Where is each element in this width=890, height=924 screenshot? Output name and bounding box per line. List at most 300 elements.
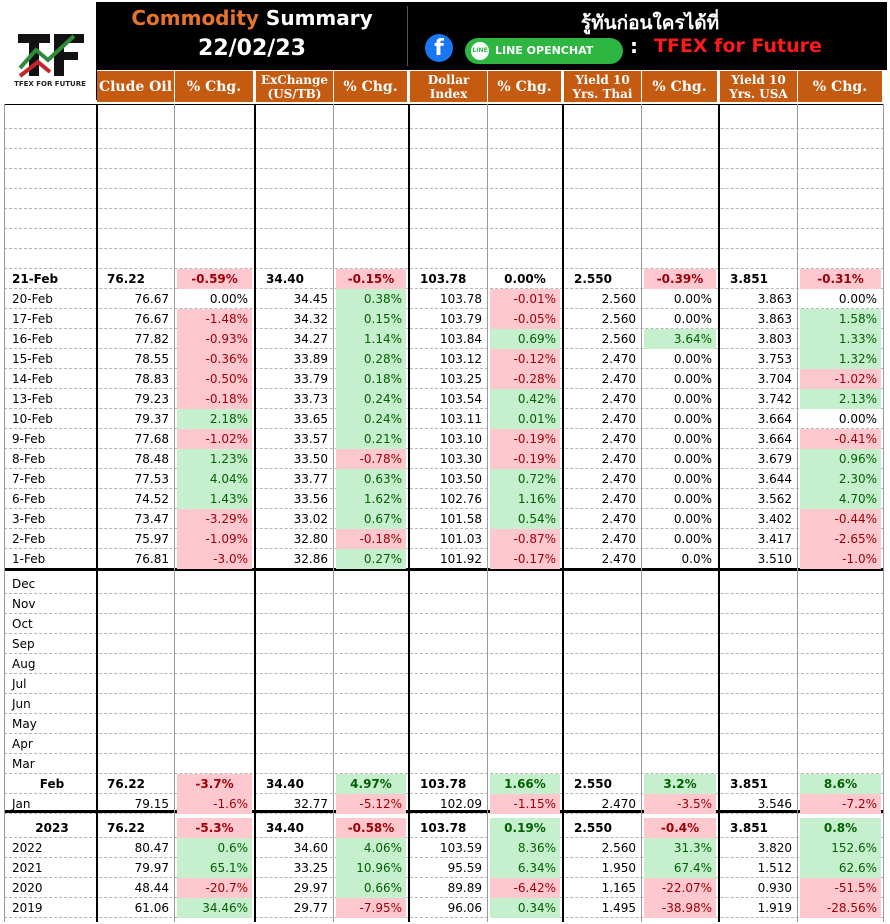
row-date: 2020: [12, 881, 43, 895]
yield-usa-cell: 3.753: [757, 352, 792, 366]
column-gridline: [333, 104, 334, 922]
column-gridline: [797, 104, 798, 922]
row-gridline: [4, 713, 884, 714]
column-gridline: [174, 104, 175, 922]
dollar-index-cell: 103.78: [420, 777, 467, 791]
exchange-chg-cell: 0.21%: [336, 429, 406, 449]
exchange-chg-cell: 0.38%: [336, 289, 406, 309]
dollar-index-chg-cell: 0.42%: [490, 389, 560, 409]
dollar-index-chg-cell: -0.19%: [490, 449, 560, 469]
dollar-index-chg-cell: -1.15%: [490, 794, 560, 814]
crude-oil-chg-cell: 34.46%: [177, 898, 252, 918]
yield-thai-cell: 1.165: [601, 881, 636, 895]
column-gridline: [487, 104, 488, 922]
crude-oil-chg-cell: 4.04%: [177, 469, 252, 489]
crude-oil-chg-cell: 0.6%: [177, 838, 252, 858]
row-date: 6-Feb: [12, 492, 46, 506]
dollar-index-chg-cell: 0.19%: [490, 818, 560, 838]
yield-thai-cell: 1.950: [601, 861, 636, 875]
yield-thai-cell: 2.560: [601, 841, 636, 855]
col-header-crude-oil: Clude Oil: [97, 71, 174, 102]
dollar-index-cell: 103.79: [440, 312, 482, 326]
row-date: Aug: [12, 657, 36, 671]
yield-thai-cell: 2.550: [574, 272, 612, 286]
col-header-yield-thai: Yield 10 Yrs. Thai: [564, 71, 641, 102]
yield-usa-cell: 3.820: [757, 841, 792, 855]
column-gridline: [254, 104, 256, 922]
dollar-index-cell: 101.58: [440, 512, 482, 526]
exchange-cell: 34.27: [293, 332, 328, 346]
crude-oil-chg-cell: -0.93%: [177, 329, 252, 349]
row-date: 21-Feb: [12, 272, 59, 286]
dollar-index-cell: 103.12: [440, 352, 482, 366]
dollar-index-cell: 103.78: [420, 821, 467, 835]
yield-usa-cell: 3.742: [757, 392, 792, 406]
row-date: 10-Feb: [12, 412, 53, 426]
facebook-icon[interactable]: f: [425, 34, 453, 62]
yield-usa-chg-cell: -0.31%: [800, 269, 881, 289]
yield-thai-chg-cell: 0.00%: [673, 412, 712, 426]
exchange-chg-cell: 0.15%: [336, 309, 406, 329]
row-date: 2-Feb: [12, 532, 46, 546]
yield-usa-chg-cell: -0.41%: [800, 429, 881, 449]
yield-usa-cell: 3.664: [757, 432, 792, 446]
exchange-chg-cell: -0.15%: [336, 269, 406, 289]
line-openchat-button[interactable]: [465, 38, 623, 64]
report-date: 22/02/23: [198, 36, 306, 61]
row-date: 14-Feb: [12, 372, 53, 386]
yield-usa-cell: 0.930: [757, 881, 792, 895]
row-date: 16-Feb: [12, 332, 53, 346]
dollar-index-cell: 103.84: [440, 332, 482, 346]
dollar-index-cell: 96.06: [447, 901, 482, 915]
crude-oil-cell: 79.15: [134, 797, 169, 811]
row-date: 7-Feb: [12, 472, 46, 486]
dollar-index-chg-cell: -0.12%: [490, 349, 560, 369]
title-word: Summary: [265, 6, 373, 30]
exchange-cell: 33.50: [293, 452, 328, 466]
row-gridline: [4, 104, 884, 105]
column-gridline: [408, 104, 410, 922]
yield-thai-chg-cell: 3.2%: [644, 774, 716, 794]
dollar-index-chg-cell: 6.34%: [490, 858, 560, 878]
yield-usa-chg-cell: 1.32%: [800, 349, 881, 369]
yield-thai-chg-cell: 0.00%: [673, 492, 712, 506]
dollar-index-chg-cell: -6.42%: [490, 878, 560, 898]
yield-thai-cell: 2.470: [601, 492, 636, 506]
column-gridline: [96, 104, 98, 922]
row-date: 2022: [12, 841, 43, 855]
yield-usa-cell: 3.863: [757, 312, 792, 326]
dollar-index-chg-cell: 0.34%: [490, 898, 560, 918]
crude-oil-chg-cell: 2.18%: [177, 409, 252, 429]
col-header-yield-usa: Yield 10 Yrs. USA: [720, 71, 797, 102]
row-date: 8-Feb: [12, 452, 46, 466]
yield-usa-chg-cell: -2.65%: [800, 529, 881, 549]
crude-oil-chg-cell: -5.3%: [177, 818, 252, 838]
col-header-yield-thai-chg: % Chg.: [642, 71, 717, 102]
exchange-chg-cell: -0.18%: [336, 529, 406, 549]
yield-usa-chg-cell: -1.0%: [800, 549, 881, 569]
exchange-cell: 34.40: [266, 272, 304, 286]
crude-oil-chg-cell: -3.29%: [177, 509, 252, 529]
exchange-chg-cell: 0.67%: [336, 509, 406, 529]
dollar-index-chg-cell: 0.00%: [504, 272, 546, 286]
crude-oil-cell: 74.52: [134, 492, 169, 506]
col-header-yield-usa-chg: % Chg.: [798, 71, 882, 102]
tf-logo-icon: [16, 32, 88, 80]
row-gridline: [4, 693, 884, 694]
header-divider: [407, 6, 408, 66]
yield-thai-chg-cell: 0.00%: [673, 452, 712, 466]
crude-oil-chg-cell: -20.7%: [177, 878, 252, 898]
row-date: Mar: [12, 757, 35, 771]
exchange-cell: 29.77: [293, 901, 328, 915]
dollar-index-chg-cell: 0.69%: [490, 329, 560, 349]
yield-thai-cell: 2.470: [601, 412, 636, 426]
col-header-crude-oil-chg: % Chg.: [175, 71, 253, 102]
row-date: Jul: [12, 677, 27, 691]
exchange-cell: 32.86: [293, 552, 328, 566]
exchange-chg-cell: -7.95%: [336, 898, 406, 918]
dollar-index-chg-cell: 0.54%: [490, 509, 560, 529]
crude-oil-chg-cell: -1.48%: [177, 309, 252, 329]
crude-oil-cell: 78.48: [134, 452, 169, 466]
crude-oil-cell: 79.23: [134, 392, 169, 406]
exchange-cell: 33.79: [293, 372, 328, 386]
yield-thai-cell: 2.550: [574, 821, 612, 835]
column-gridline: [562, 104, 564, 922]
yield-thai-chg-cell: 0.0%: [681, 552, 712, 566]
yield-usa-cell: 3.851: [730, 777, 768, 791]
exchange-cell: 29.97: [293, 881, 328, 895]
row-date: 1-Feb: [12, 552, 46, 566]
yield-thai-cell: 2.470: [601, 512, 636, 526]
logo: [4, 2, 97, 100]
row-date: 2023: [35, 821, 69, 835]
dollar-index-cell: 103.25: [440, 372, 482, 386]
dollar-index-chg-cell: 8.36%: [490, 838, 560, 858]
crude-oil-chg-cell: -3.7%: [177, 774, 252, 794]
col-header-dollar-index-chg: % Chg.: [488, 71, 561, 102]
exchange-cell: 33.02: [293, 512, 328, 526]
yield-usa-cell: 3.644: [757, 472, 792, 486]
col-header-dollar-index: Dollar Index: [410, 71, 487, 102]
dollar-index-chg-cell: 0.01%: [490, 409, 560, 429]
yield-usa-chg-cell: 0.96%: [800, 449, 881, 469]
dollar-index-cell: 103.54: [440, 392, 482, 406]
line-openchat-label: LINE OPENCHAT: [495, 44, 594, 57]
exchange-chg-cell: 0.66%: [336, 878, 406, 898]
crude-oil-chg-cell: -0.18%: [177, 389, 252, 409]
crude-oil-chg-cell: -1.02%: [177, 429, 252, 449]
dollar-index-cell: 101.92: [440, 552, 482, 566]
col-header-exchange: ExChange (US/TB): [256, 71, 333, 102]
crude-oil-chg-cell: -0.36%: [177, 349, 252, 369]
dollar-index-chg-cell: -0.28%: [490, 369, 560, 389]
exchange-cell: 34.32: [293, 312, 328, 326]
yield-thai-cell: 2.470: [601, 372, 636, 386]
row-date: 20-Feb: [12, 292, 53, 306]
dollar-index-chg-cell: -0.19%: [490, 429, 560, 449]
dollar-index-cell: 103.30: [440, 452, 482, 466]
yield-thai-chg-cell: 0.00%: [673, 532, 712, 546]
crude-oil-chg-cell: -1.09%: [177, 529, 252, 549]
dollar-index-cell: 103.59: [440, 841, 482, 855]
col-header-exchange-chg: % Chg.: [334, 71, 407, 102]
dollar-index-chg-cell: -0.87%: [490, 529, 560, 549]
row-date: Feb: [39, 777, 65, 791]
crude-oil-cell: 77.68: [134, 432, 169, 446]
crude-oil-chg-cell: 65.1%: [177, 858, 252, 878]
exchange-chg-cell: 10.96%: [336, 858, 406, 878]
group-name: TFEX for Future: [654, 35, 822, 57]
exchange-chg-cell: -0.78%: [336, 449, 406, 469]
yield-thai-chg-cell: -0.39%: [644, 269, 716, 289]
yield-usa-chg-cell: 0.8%: [800, 818, 881, 838]
yield-usa-cell: 3.402: [757, 512, 792, 526]
dollar-index-cell: 103.78: [420, 272, 467, 286]
row-gridline: [4, 148, 884, 149]
crude-oil-chg-cell: 0.00%: [209, 292, 248, 306]
yield-thai-chg-cell: 3.64%: [644, 329, 716, 349]
yield-usa-chg-cell: 2.30%: [800, 469, 881, 489]
dollar-index-cell: 103.78: [440, 292, 482, 306]
exchange-cell: 33.77: [293, 472, 328, 486]
crude-oil-cell: 73.47: [134, 512, 169, 526]
title-accent-word: Commodity: [131, 6, 259, 30]
yield-thai-chg-cell: 0.00%: [673, 512, 712, 526]
yield-usa-cell: 3.851: [730, 272, 768, 286]
row-date: 13-Feb: [12, 392, 53, 406]
dollar-index-chg-cell: -0.17%: [490, 549, 560, 569]
exchange-chg-cell: -5.12%: [336, 794, 406, 814]
row-gridline: [4, 248, 884, 249]
yield-usa-chg-cell: -28.56%: [800, 898, 881, 918]
crude-oil-cell: 76.67: [134, 292, 169, 306]
crude-oil-cell: 76.22: [107, 777, 145, 791]
crude-oil-cell: 78.83: [134, 372, 169, 386]
yield-thai-cell: 2.550: [574, 777, 612, 791]
exchange-cell: 34.45: [293, 292, 328, 306]
row-date: Jun: [12, 697, 31, 711]
dollar-index-cell: 103.10: [440, 432, 482, 446]
dollar-index-chg-cell: 0.72%: [490, 469, 560, 489]
yield-thai-chg-cell: 0.00%: [673, 292, 712, 306]
yield-usa-chg-cell: -7.2%: [800, 794, 881, 814]
yield-thai-chg-cell: 0.00%: [673, 392, 712, 406]
yield-usa-chg-cell: 8.6%: [800, 774, 881, 794]
yield-thai-cell: 2.560: [601, 312, 636, 326]
row-gridline: [4, 128, 884, 129]
crude-oil-cell: 80.47: [134, 841, 169, 855]
yield-usa-cell: 3.664: [757, 412, 792, 426]
exchange-chg-cell: -0.58%: [336, 818, 406, 838]
dollar-index-chg-cell: 1.16%: [490, 489, 560, 509]
exchange-cell: 34.40: [266, 821, 304, 835]
yield-thai-cell: 2.470: [601, 472, 636, 486]
separator-colon: :: [630, 34, 638, 58]
crude-oil-cell: 78.55: [134, 352, 169, 366]
yield-usa-chg-cell: 1.33%: [800, 329, 881, 349]
row-date: 2019: [12, 901, 43, 915]
crude-oil-cell: 76.22: [107, 821, 145, 835]
yield-usa-chg-cell: 152.6%: [800, 838, 881, 858]
row-date: May: [12, 717, 37, 731]
crude-oil-cell: 48.44: [134, 881, 169, 895]
yield-usa-chg-cell: 4.70%: [800, 489, 881, 509]
yield-usa-cell: 3.417: [757, 532, 792, 546]
yield-thai-chg-cell: -38.98%: [644, 898, 716, 918]
yield-usa-cell: 3.704: [757, 372, 792, 386]
yield-usa-cell: 3.510: [757, 552, 792, 566]
yield-thai-chg-cell: 0.00%: [673, 432, 712, 446]
row-gridline: [4, 228, 884, 229]
dollar-index-cell: 101.03: [440, 532, 482, 546]
row-date: Dec: [12, 577, 36, 591]
row-gridline: [4, 733, 884, 734]
crude-oil-cell: 79.97: [134, 861, 169, 875]
crude-oil-chg-cell: -1.6%: [177, 794, 252, 814]
exchange-cell: 34.40: [266, 777, 304, 791]
exchange-chg-cell: 0.27%: [336, 549, 406, 569]
yield-usa-chg-cell: 0.00%: [838, 412, 877, 426]
row-gridline: [4, 188, 884, 189]
yield-usa-chg-cell: 2.13%: [800, 389, 881, 409]
crude-oil-cell: 77.82: [134, 332, 169, 346]
dollar-index-cell: 95.59: [447, 861, 482, 875]
yield-usa-cell: 1.512: [757, 861, 792, 875]
row-date: 17-Feb: [12, 312, 53, 326]
exchange-cell: 32.77: [293, 797, 328, 811]
crude-oil-chg-cell: -0.59%: [177, 269, 252, 289]
yield-thai-chg-cell: 0.00%: [673, 372, 712, 386]
row-gridline: [4, 653, 884, 654]
yield-usa-chg-cell: 1.58%: [800, 309, 881, 329]
logo-caption: TFEX FOR FUTURE: [14, 80, 86, 88]
row-date: Apr: [12, 737, 33, 751]
yield-thai-cell: 2.470: [601, 452, 636, 466]
yield-thai-cell: 2.470: [601, 797, 636, 811]
dollar-index-chg-cell: -0.05%: [490, 309, 560, 329]
exchange-cell: 33.25: [293, 861, 328, 875]
yield-thai-chg-cell: -3.5%: [644, 794, 716, 814]
row-date: 9-Feb: [12, 432, 46, 446]
exchange-chg-cell: 4.06%: [336, 838, 406, 858]
row-gridline: [4, 168, 884, 169]
crude-oil-chg-cell: 1.43%: [177, 489, 252, 509]
slogan: รู้ทันก่อนใครได้ที่: [580, 12, 720, 34]
line-icon: LINE: [471, 42, 489, 60]
yield-usa-cell: 3.863: [757, 292, 792, 306]
yield-usa-chg-cell: -0.44%: [800, 509, 881, 529]
yield-usa-chg-cell: 62.6%: [800, 858, 881, 878]
yield-usa-cell: 3.546: [757, 797, 792, 811]
dollar-index-cell: 103.50: [440, 472, 482, 486]
row-date: Sep: [12, 637, 35, 651]
row-date: Oct: [12, 617, 33, 631]
exchange-chg-cell: 1.14%: [336, 329, 406, 349]
exchange-cell: 33.89: [293, 352, 328, 366]
row-gridline: [4, 753, 884, 754]
yield-thai-chg-cell: 31.3%: [644, 838, 716, 858]
yield-thai-cell: 2.470: [601, 392, 636, 406]
exchange-chg-cell: 0.24%: [336, 389, 406, 409]
yield-usa-cell: 1.919: [757, 901, 792, 915]
row-date: Nov: [12, 597, 36, 611]
exchange-cell: 33.56: [293, 492, 328, 506]
row-date: 2021: [12, 861, 43, 875]
yield-thai-cell: 1.495: [601, 901, 636, 915]
yield-thai-cell: 2.560: [601, 332, 636, 346]
exchange-chg-cell: 0.63%: [336, 469, 406, 489]
yield-thai-cell: 2.470: [601, 352, 636, 366]
crude-oil-cell: 75.97: [134, 532, 169, 546]
row-gridline: [4, 613, 884, 614]
yield-usa-chg-cell: -1.02%: [800, 369, 881, 389]
dollar-index-cell: 103.11: [440, 412, 482, 426]
yield-usa-cell: 3.803: [757, 332, 792, 346]
yield-thai-chg-cell: 0.00%: [673, 472, 712, 486]
exchange-cell: 33.65: [293, 412, 328, 426]
crude-oil-chg-cell: -3.0%: [177, 549, 252, 569]
exchange-cell: 33.73: [293, 392, 328, 406]
yield-thai-chg-cell: -0.4%: [644, 818, 716, 838]
exchange-chg-cell: 0.28%: [336, 349, 406, 369]
yield-thai-chg-cell: 0.00%: [673, 352, 712, 366]
exchange-chg-cell: 0.18%: [336, 369, 406, 389]
exchange-cell: 34.60: [293, 841, 328, 855]
crude-oil-cell: 77.53: [134, 472, 169, 486]
exchange-chg-cell: 4.97%: [336, 774, 406, 794]
dollar-index-cell: 102.09: [440, 797, 482, 811]
dollar-index-chg-cell: -0.01%: [490, 289, 560, 309]
column-gridline: [883, 104, 884, 922]
yield-usa-chg-cell: -51.5%: [800, 878, 881, 898]
yield-usa-cell: 3.679: [757, 452, 792, 466]
yield-thai-chg-cell: -22.07%: [644, 878, 716, 898]
crude-oil-cell: 79.37: [134, 412, 169, 426]
crude-oil-cell: 76.22: [107, 272, 145, 286]
yield-thai-chg-cell: 67.4%: [644, 858, 716, 878]
yield-usa-cell: 3.562: [757, 492, 792, 506]
row-date: 15-Feb: [12, 352, 53, 366]
crude-oil-cell: 76.67: [134, 312, 169, 326]
exchange-cell: 33.57: [293, 432, 328, 446]
column-gridline: [641, 104, 642, 922]
crude-oil-cell: 61.06: [134, 901, 169, 915]
row-gridline: [4, 208, 884, 209]
dollar-index-chg-cell: 1.66%: [490, 774, 560, 794]
yield-thai-cell: 2.470: [601, 532, 636, 546]
exchange-chg-cell: 1.62%: [336, 489, 406, 509]
yield-thai-cell: 2.560: [601, 292, 636, 306]
dollar-index-cell: 102.76: [440, 492, 482, 506]
row-date: 3-Feb: [12, 512, 46, 526]
dollar-index-cell: 89.89: [447, 881, 482, 895]
row-gridline: [4, 633, 884, 634]
crude-oil-cell: 76.81: [134, 552, 169, 566]
row-gridline: [4, 593, 884, 594]
page-title: [97, 6, 407, 30]
row-date: Jan: [12, 797, 31, 811]
yield-thai-cell: 2.470: [601, 552, 636, 566]
exchange-cell: 32.80: [293, 532, 328, 546]
crude-oil-chg-cell: 1.23%: [177, 449, 252, 469]
column-gridline: [718, 104, 720, 922]
row-gridline: [4, 673, 884, 674]
yield-thai-chg-cell: 0.00%: [673, 312, 712, 326]
